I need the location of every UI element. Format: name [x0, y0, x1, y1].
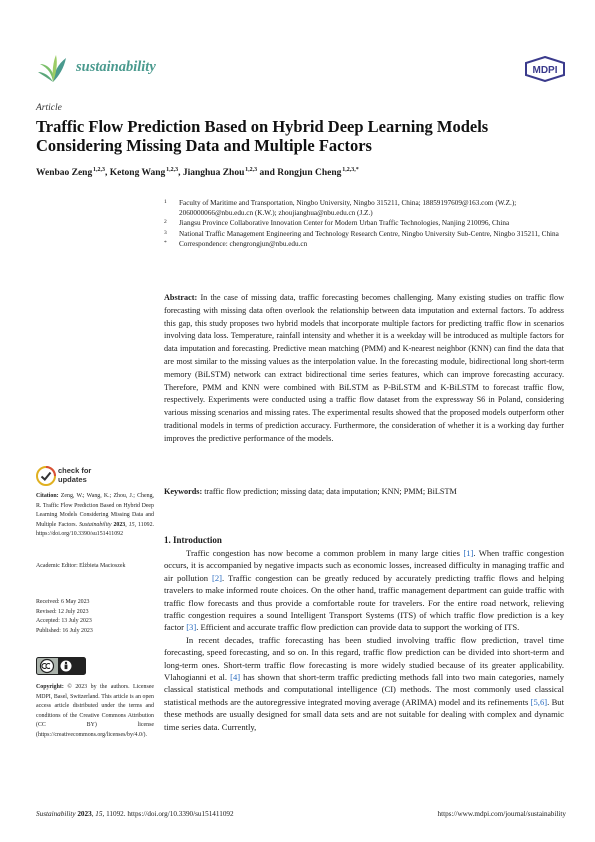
section-heading-introduction: 1. Introduction	[164, 535, 222, 545]
author-affiliation-marks: 1,2,3	[93, 167, 106, 173]
paragraph-text: Traffic congestion has now become a common problem in many large cities	[186, 548, 464, 558]
academic-editor: Academic Editor: Elżbieta Macioszek	[36, 563, 126, 569]
abstract	[164, 292, 564, 446]
author-affiliation-marks: 1,2,3,*	[342, 167, 359, 173]
citation-link[interactable]: [3]	[186, 622, 197, 633]
revised-date: Revised: 12 July 2023	[36, 608, 89, 615]
abstract-label: Abstract:	[164, 293, 198, 302]
author-name[interactable]: Jianghua Zhou	[182, 168, 245, 179]
paragraph	[164, 634, 564, 733]
citation-year: 2023	[113, 521, 126, 528]
correspondence-item	[164, 239, 564, 249]
journal-name[interactable]: sustainability	[76, 59, 156, 75]
citation-label: Citation:	[36, 493, 59, 499]
check-for-updates-text	[58, 467, 91, 484]
affiliation-list	[164, 198, 564, 249]
citation-block: Citation: Zeng, W.; Wang, K.; Zhou, J.; Cheng, R. Traffic Flow Prediction Based on Hybrid Deep Learning Models Considering Missing Data and Multiple Factors. Sustainability 2023, 15, 11092. https://doi.org/10.3390/su151411092	[36, 493, 155, 538]
received-date: Received: 6 May 2023	[36, 599, 90, 605]
citation-text: Zeng, W.; Wang, K.; Zhou, J.; Cheng, R. Traffic Flow Prediction Based on Hybrid Deep Learning Models Considering Missing Data and Multiple Factors.	[36, 493, 154, 528]
abstract-text: In the case of missing data, traffic forecasting becomes challenging. Many existing studies on traffic flow forecasting with missing data often overlook the relationship between data imputation and external factors. To address this gap, this study proposes two hybrid models that incorporate multiple factors for predicting traffic flow in scenarios involving data loss. Temperature, rainfall intensity and whether it is a weekday will be introduced as multiple factors for data imputation and forecasting. Predictive mean matching (PMM) and K-nearest neighbor (KNN) can find the data that are most similar to the missing values as the interpolation value. In the forecasting module, bidirectional long short-term memory (BiLSTM) network can extract bidirectional time series features, which can improve forecasting accuracy. Therefore, PMM and KNN were combined with BiLSTM as P-BiLSTM and K-BiLSTM to forecast traffic flow, respectively. Experiments were conducted using a traffic flow dataset from the expressway S6 in Poland, considering various missing scenarios and missing rates. The experimental results showed that the proposed models outperform other traditional models in terms of prediction accuracy. Furthermore, the consideration of whether it is a working day further improves the predictive performance of the models.	[164, 293, 564, 443]
affiliation-item	[164, 229, 564, 239]
citation-link[interactable]: [2]	[212, 572, 223, 583]
citation-link[interactable]: [4]	[230, 672, 241, 683]
sustainability-leaf-logo-icon	[36, 52, 70, 84]
footer-citation: Sustainability 2023, 15, 11092. https://doi.org/10.3390/su151411092	[36, 810, 234, 818]
author-separator: and	[257, 168, 278, 179]
citation-doi[interactable]: , 11092. https://doi.org/10.3390/su151411092	[36, 521, 155, 538]
affiliation-item	[164, 218, 564, 228]
paper-title: Traffic Flow Prediction Based on Hybrid Deep Learning Models Considering Missing Data and Multiple Factors	[36, 117, 489, 155]
check-for-updates-line1: check for	[58, 466, 92, 475]
citation-link[interactable]: [1]	[463, 548, 474, 558]
affiliation-text: Jiangsu Province Collaborative Innovation Center for Modern Urban Traffic Technologies, Nanjing 210096, China	[179, 219, 510, 228]
author-name[interactable]: Rongjun Cheng	[277, 168, 342, 179]
article-type-label: Article	[36, 103, 62, 113]
copyright-text: © 2023 by the authors. Licensee MDPI, Basel, Switzerland. This article is an open access article distributed under the terms and conditions of the Creative Commons Attribution (CC BY) license (https://creativecommons.org/licenses/by/4.0/).	[36, 684, 154, 738]
paragraph-text: has shown that short-term traffic predicting methods fall into two main categories, namely classical statistical methods and computational intelligence (CI) methods. The most commonly used classical statistical methods are the autoregressive integrated moving average (ARIMA) model and its refinements	[164, 672, 564, 707]
introduction-body	[164, 547, 564, 733]
author-affiliation-marks: 1,2,3	[166, 167, 179, 173]
affiliation-mark: 1	[164, 199, 167, 205]
published-date: Published: 16 July 2023	[36, 627, 93, 634]
author-list	[36, 167, 566, 178]
footer-doi[interactable]: , 11092. https://doi.org/10.3390/su151411092	[102, 810, 234, 818]
author-separator: ,	[178, 168, 183, 179]
author-affiliation-marks: 1,2,3	[245, 167, 258, 173]
journal-header	[36, 50, 566, 88]
affiliation-mark: 2	[164, 219, 167, 226]
affiliation-item	[164, 198, 564, 218]
cc-by-license-icon[interactable]	[36, 657, 86, 675]
author-name[interactable]: Ketong Wang	[109, 168, 166, 179]
author-name[interactable]: Wenbao Zeng	[36, 168, 93, 179]
correspondence-text[interactable]: Correspondence: chengrongjun@nbu.edu.cn	[179, 239, 308, 248]
accepted-date: Accepted: 13 July 2023	[36, 618, 92, 625]
publication-dates	[36, 598, 154, 636]
footer-year: 2023	[77, 810, 92, 818]
footer-journal: Sustainability	[36, 810, 76, 818]
footer-volume: 15	[95, 810, 103, 818]
keywords	[164, 486, 564, 498]
affiliation-text: Faculty of Maritime and Transportation, Ningbo University, Ningbo 315211, China; 18859197609@163.com (W.Z.); 2060000066@nbu.edu.cn (K.W.); zhoujianghua@nbu.edu.cn (J.Z.)	[179, 199, 517, 218]
paragraph-text: In recent decades, traffic forecasting has been studied involving traffic flow prediction, travel time forecasting, speed forecasting, and so on. In this regard, traffic flow prediction can be divided into short-term and long-term ones. Short-term traffic flow forecasting is more widely studied because of its greater applicability. Vlahogianni et al.	[164, 634, 564, 683]
check-for-updates-icon	[36, 466, 56, 486]
check-for-updates-line2: updates	[58, 474, 87, 484]
check-for-updates-badge[interactable]	[36, 464, 154, 490]
copyright-block	[36, 683, 154, 741]
keywords-text: traffic flow prediction; missing data; data imputation; KNN; PMM; BiLSTM	[204, 487, 457, 496]
paragraph	[164, 547, 564, 634]
citation-link[interactable]: [5,6]	[530, 696, 548, 707]
paragraph-text: . When traffic congestion occurs, it is accompanied by negative impacts such as economic losses, increased difficulty in managing traffic and air pollution	[164, 548, 565, 583]
author-separator: ,	[105, 168, 110, 179]
paragraph-text: . Traffic congestion can be greatly reduced by accurately predicting traffic flows and helping travelers to make informed route choices. On the other hand, traffic management department can guide traffic with traffic flow forecasts and thus provide a comfortable route for travelers. For the entire road network, relieving traffic congestion requires a sound Intelligent Transport Systems (ITS) of which traffic flow prediction is a key factor	[164, 572, 564, 633]
mdpi-logo-text: MDPI	[532, 65, 558, 76]
affiliation-mark: 3	[164, 229, 167, 236]
citation-volume: 15	[128, 521, 135, 528]
paragraph-text: . But these methods are usually designed for small data sets and are not suitable for dealing with complex and dynamic time series data. Currently,	[164, 696, 564, 732]
affiliation-text: National Traffic Management Engineering and Technology Research Centre, Ningbo University Sub-Centre, Ningbo 315211, China	[179, 229, 559, 238]
keywords-label: Keywords:	[164, 487, 203, 496]
citation-journal: Sustainability	[79, 521, 112, 528]
mdpi-logo-icon[interactable]	[524, 56, 566, 82]
paragraph-text: . Efficient and accurate traffic flow prediction can provide data to support the working of ITS.	[196, 622, 520, 633]
affiliation-mark: *	[164, 239, 167, 246]
copyright-label: Copyright:	[36, 684, 64, 690]
footer-journal-url[interactable]: https://www.mdpi.com/journal/sustainability	[437, 810, 566, 818]
